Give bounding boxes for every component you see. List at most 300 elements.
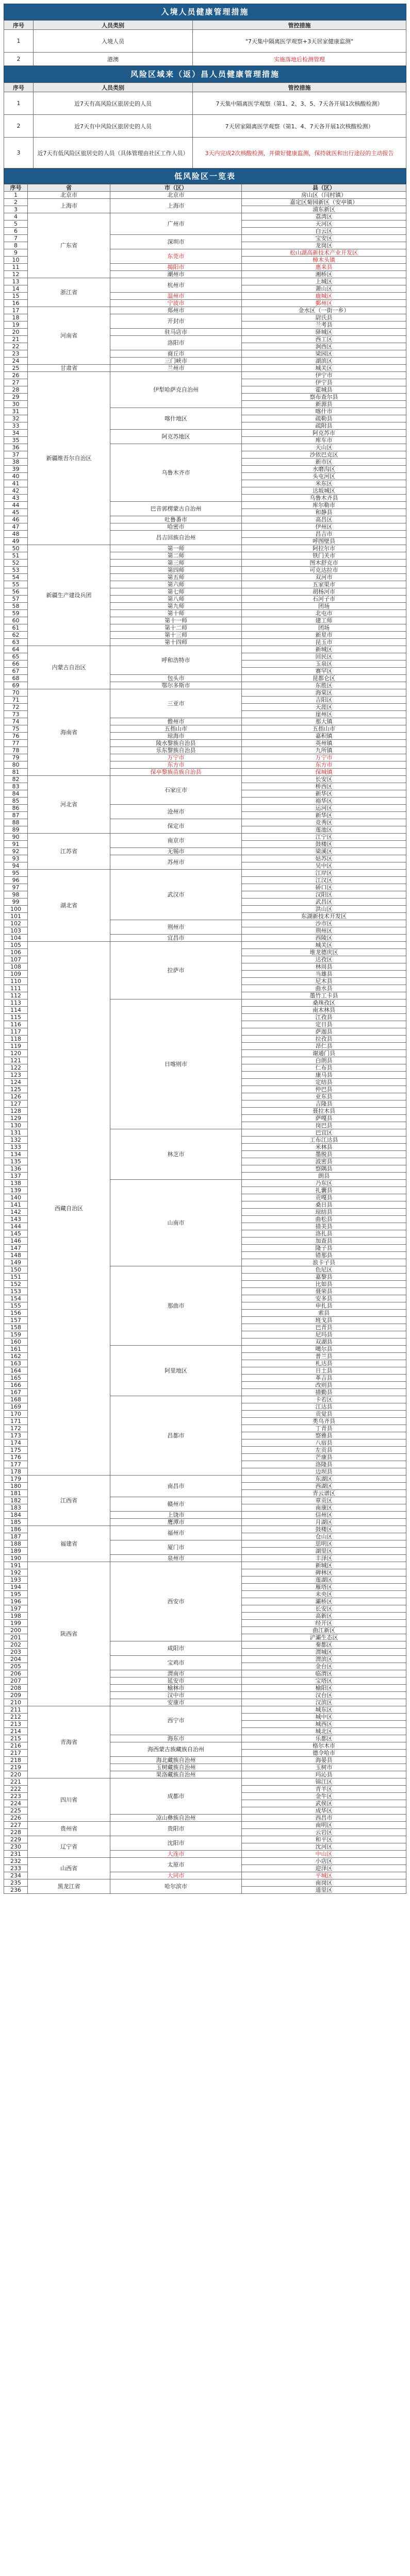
row-number: 18 (4, 314, 28, 321)
row-county: 安多县 (242, 1295, 406, 1302)
row-number: 30 (4, 401, 28, 408)
row-number: 171 (4, 1418, 28, 1425)
row-county: 双河市 (242, 574, 406, 581)
row-county: 莲湖区 (242, 1577, 406, 1584)
row-county: 海晏县 (242, 1757, 406, 1764)
row-number: 95 (4, 870, 28, 877)
row-county: 新市区 (242, 459, 406, 466)
row-county: 霍城县 (242, 386, 406, 394)
row-county: 丰泽区 (242, 1555, 406, 1562)
row-county: 竞秀区 (242, 819, 406, 826)
row-county: 班戈县 (242, 1317, 406, 1324)
row-county: 嘉黎县 (242, 1274, 406, 1281)
row-county: 噶尔县 (242, 1346, 406, 1353)
row-city: 鹰潭市 (110, 1519, 242, 1526)
row-number: 122 (4, 1064, 28, 1072)
row-city: 第三师 (110, 560, 242, 567)
row-county: 江达县 (242, 1403, 406, 1411)
row-county: 鼓楼区 (242, 841, 406, 848)
row-number: 146 (4, 1238, 28, 1245)
row-county: 南木林县 (242, 1007, 406, 1014)
row-city: 深圳市 (110, 235, 242, 249)
row-county: 色尼区 (242, 1266, 406, 1274)
row-county: 武昌区 (242, 899, 406, 906)
row-county: 吉隆县 (242, 1100, 406, 1108)
row-county: 东湖区 (242, 1476, 406, 1483)
row-number: 148 (4, 1252, 28, 1259)
row-number: 52 (4, 560, 28, 567)
row-number: 199 (4, 1620, 28, 1627)
row-county: 仓山区 (242, 1533, 406, 1540)
row-number: 41 (4, 480, 28, 487)
row-county: 天河区 (242, 221, 406, 228)
row-number: 102 (4, 920, 28, 927)
row-number: 114 (4, 1007, 28, 1014)
row-number: 106 (4, 949, 28, 956)
row-county: 宝安区 (242, 235, 406, 242)
row-county: 巴宜区 (242, 1129, 406, 1137)
row-county: 朗县 (242, 1173, 406, 1180)
row-city: 三亚市 (110, 689, 242, 718)
row-city: 昌都市 (110, 1396, 242, 1476)
row-county: 保城镇 (242, 769, 406, 776)
row-number: 76 (4, 733, 28, 740)
row-county: 赛罕区 (242, 668, 406, 675)
row-province: 青海省 (28, 1706, 110, 1778)
row-number: 230 (4, 1843, 28, 1851)
row-number: 233 (4, 1865, 28, 1872)
row-province: 浙江省 (28, 278, 110, 307)
table-row (4, 545, 406, 552)
row-city: 第一师 (110, 545, 242, 552)
row-number: 167 (4, 1389, 28, 1396)
row-province: 甘肃省 (28, 365, 110, 372)
row-province: 上海市 (28, 199, 110, 213)
row-number: 197 (4, 1605, 28, 1613)
row-number: 118 (4, 1036, 28, 1043)
row-number: 150 (4, 1266, 28, 1274)
row-number: 156 (4, 1310, 28, 1317)
row-county: 图木舒克市 (242, 560, 406, 567)
row-county: 荔湾区 (242, 213, 406, 221)
row-county: 水磨沟区 (242, 466, 406, 473)
row-county: 龙岗区 (242, 242, 406, 249)
row-number: 9 (4, 249, 28, 257)
row-number: 25 (4, 365, 28, 372)
row-number: 224 (4, 1800, 28, 1807)
row-number: 56 (4, 588, 28, 596)
row-number: 77 (4, 740, 28, 747)
row-county: 桑珠孜区 (242, 999, 406, 1007)
row-province: 湖北省 (28, 870, 110, 942)
row-province: 黑龙江省 (28, 1879, 110, 1894)
row-county: 谢通门县 (242, 1050, 406, 1057)
table-row (4, 870, 406, 877)
row-county: 萧山区 (242, 285, 406, 293)
row-number: 92 (4, 848, 28, 855)
row-number: 134 (4, 1151, 28, 1158)
row-number: 162 (4, 1353, 28, 1360)
row-number: 181 (4, 1490, 28, 1497)
row-number: 124 (4, 1079, 28, 1086)
row-number: 15 (4, 293, 28, 300)
row-number: 236 (4, 1887, 28, 1894)
row-category: 入境人员 (34, 30, 193, 53)
row-city: 第十一师 (110, 617, 242, 624)
row-city: 东方市 (110, 761, 242, 769)
row-county: 可克达拉市 (242, 567, 406, 574)
row-city: 石家庄市 (110, 776, 242, 805)
row-number: 143 (4, 1216, 28, 1223)
row-county: 乐都区 (242, 1735, 406, 1742)
row-province: 河南省 (28, 307, 110, 365)
row-number: 176 (4, 1454, 28, 1461)
row-number: 209 (4, 1692, 28, 1699)
row-number: 231 (4, 1851, 28, 1858)
row-number: 183 (4, 1504, 28, 1512)
row-county: 喀什市 (242, 408, 406, 415)
row-number: 12 (4, 271, 28, 278)
row-county: 白朗县 (242, 1057, 406, 1064)
row-county: 金牛区 (242, 1793, 406, 1800)
row-city: 第十二师 (110, 624, 242, 632)
row-city: 喀什地区 (110, 408, 242, 430)
row-county: 玛沁县 (242, 1771, 406, 1778)
entry-table (4, 20, 406, 66)
row-county: 西昌市 (242, 1815, 406, 1822)
row-number: 39 (4, 466, 28, 473)
row-city: 万宁市 (110, 754, 242, 761)
entry-header-category: 人员类别 (34, 21, 193, 30)
row-number: 136 (4, 1165, 28, 1173)
row-county: 昆玉市 (242, 639, 406, 646)
row-number: 87 (4, 812, 28, 819)
row-number: 145 (4, 1230, 28, 1238)
row-county: 城中区 (242, 1714, 406, 1721)
row-number: 48 (4, 531, 28, 538)
row-measure: "7天集中隔离医学观察+3天居家健康监测" (193, 30, 406, 53)
table-row (4, 30, 406, 53)
row-number: 109 (4, 971, 28, 978)
row-city: 陵水黎族自治县 (110, 740, 242, 747)
row-city: 厦门市 (110, 1540, 242, 1555)
row-city: 乌鲁木齐市 (110, 444, 242, 502)
row-number: 179 (4, 1476, 28, 1483)
row-city: 宜昌市 (110, 935, 242, 942)
row-county: 英州镇 (242, 740, 406, 747)
row-city: 第二师 (110, 552, 242, 560)
table-row (4, 1562, 406, 1569)
row-number: 31 (4, 408, 28, 415)
row-county: 琼结县 (242, 1209, 406, 1216)
row-county: 城西区 (242, 1721, 406, 1728)
row-measure: 3天内完成2次核酸检测，并做好健康监测，保持就医和出行途径的主动报告 (193, 138, 406, 168)
row-county: 那大镇 (242, 718, 406, 725)
row-number: 38 (4, 459, 28, 466)
row-measure: 7天集中隔离医学观察（第1、2、3、5、7天各开展1次核酸检测） (193, 92, 406, 115)
row-number: 53 (4, 567, 28, 574)
row-county: 浪卡子县 (242, 1259, 406, 1266)
row-number: 133 (4, 1144, 28, 1151)
row-county: 迎泽区 (242, 1865, 406, 1872)
row-county: 萨嘎县 (242, 1115, 406, 1122)
risk-header-measure: 管控措施 (193, 83, 406, 92)
row-number: 170 (4, 1411, 28, 1418)
row-county: 天山区 (242, 444, 406, 451)
row-county: 北屯市 (242, 610, 406, 617)
row-county: 芒康县 (242, 1454, 406, 1461)
row-number: 60 (4, 617, 28, 624)
row-city: 哈密市 (110, 523, 242, 531)
row-county: 聂拉木县 (242, 1108, 406, 1115)
row-county: 吴中区 (242, 862, 406, 870)
row-number: 37 (4, 451, 28, 459)
row-county: 墨竹工卡县 (242, 992, 406, 999)
row-number: 19 (4, 321, 28, 329)
row-county: 新华区 (242, 790, 406, 798)
row-city: 第四师 (110, 567, 242, 574)
row-county: 革吉县 (242, 1375, 406, 1382)
row-number: 83 (4, 783, 28, 790)
row-number: 228 (4, 1829, 28, 1836)
row-county: 南康区 (242, 1504, 406, 1512)
entry-header-no: 序号 (4, 21, 34, 30)
row-number: 94 (4, 862, 28, 870)
table-row (4, 646, 406, 653)
list-header-county: 县（区） (242, 184, 406, 192)
row-county: 米东区 (242, 480, 406, 487)
row-province: 北京市 (28, 192, 110, 199)
row-county: 林周县 (242, 963, 406, 971)
table-row (4, 307, 406, 314)
row-county: 樟木头镇 (242, 257, 406, 264)
row-county: 东方市 (242, 761, 406, 769)
row-number: 62 (4, 632, 28, 639)
row-number: 220 (4, 1771, 28, 1778)
row-number: 85 (4, 798, 28, 805)
row-number: 175 (4, 1447, 28, 1454)
row-county: 裕华区 (242, 798, 406, 805)
row-county: 阿拉尔市 (242, 545, 406, 552)
table-row (4, 689, 406, 697)
row-number: 216 (4, 1742, 28, 1750)
row-number: 113 (4, 999, 28, 1007)
table-row (4, 1778, 406, 1786)
row-county: 武侯区 (242, 1800, 406, 1807)
row-city: 阿里地区 (110, 1346, 242, 1396)
row-county: 扎囊县 (242, 1187, 406, 1194)
row-county: 卡若区 (242, 1396, 406, 1403)
row-county: 加查县 (242, 1238, 406, 1245)
table-row (4, 115, 406, 138)
row-number: 54 (4, 574, 28, 581)
row-county: 中山区 (242, 1851, 406, 1858)
row-county: 申扎县 (242, 1302, 406, 1310)
row-county: 灞桥区 (242, 1598, 406, 1605)
row-number: 214 (4, 1728, 28, 1735)
row-county: 洛扎县 (242, 1230, 406, 1238)
row-city: 第十师 (110, 610, 242, 617)
row-county: 当雄县 (242, 971, 406, 978)
row-county: 汉台区 (242, 1692, 406, 1699)
row-county: 碑林区 (242, 1569, 406, 1577)
row-number: 168 (4, 1396, 28, 1403)
row-county: 改则县 (242, 1382, 406, 1389)
row-number: 159 (4, 1331, 28, 1338)
row-number: 17 (4, 307, 28, 314)
row-number: 154 (4, 1295, 28, 1302)
row-number: 69 (4, 682, 28, 689)
row-city: 苏州市 (110, 855, 242, 870)
row-city: 保定市 (110, 819, 242, 834)
row-city: 延安市 (110, 1677, 242, 1685)
row-number: 178 (4, 1468, 28, 1476)
row-county: 九所镇 (242, 747, 406, 754)
row-number: 98 (4, 891, 28, 899)
row-number: 1 (4, 192, 28, 199)
row-number: 21 (4, 336, 28, 343)
row-city: 伊犁哈萨克自治州 (110, 372, 242, 408)
row-county: 札达县 (242, 1360, 406, 1367)
row-number: 139 (4, 1187, 28, 1194)
row-county: 南岗区 (242, 1879, 406, 1887)
row-county: 团场 (242, 603, 406, 610)
row-county: 亚东县 (242, 1093, 406, 1100)
row-number: 42 (4, 487, 28, 495)
row-county: 渭滨区 (242, 1656, 406, 1663)
row-county: 江岸区 (242, 870, 406, 877)
row-county: 惠来县 (242, 264, 406, 271)
row-county: 城北区 (242, 1728, 406, 1735)
row-number: 215 (4, 1735, 28, 1742)
table-row (4, 199, 406, 206)
row-number: 121 (4, 1057, 28, 1064)
row-city: 大同市 (110, 1872, 242, 1879)
row-city: 拉萨市 (110, 942, 242, 999)
row-city: 开封市 (110, 314, 242, 329)
row-county: 波密县 (242, 1158, 406, 1165)
row-city: 日喀则市 (110, 999, 242, 1129)
row-number: 223 (4, 1793, 28, 1800)
row-county: 高新区 (242, 1613, 406, 1620)
list-header-no: 序号 (4, 184, 28, 192)
row-county: 成华区 (242, 1807, 406, 1815)
row-county: 聂荣县 (242, 1288, 406, 1295)
row-county: 雁塔区 (242, 1584, 406, 1591)
row-county: 运河区 (242, 805, 406, 812)
row-county: 松山湖高新技术产业开发区 (242, 249, 406, 257)
row-number: 10 (4, 257, 28, 264)
row-number: 1 (4, 92, 34, 115)
row-number: 207 (4, 1677, 28, 1685)
row-number: 206 (4, 1670, 28, 1677)
row-county: 姑苏区 (242, 855, 406, 862)
row-number: 71 (4, 697, 28, 704)
row-number: 201 (4, 1634, 28, 1641)
row-county: 阿克苏市 (242, 430, 406, 437)
row-city: 凉山彝族自治州 (110, 1815, 242, 1822)
row-county: 回民区 (242, 653, 406, 660)
row-county: 工布江达县 (242, 1137, 406, 1144)
table-row (4, 1822, 406, 1829)
row-county: 隆子县 (242, 1245, 406, 1252)
row-number: 51 (4, 552, 28, 560)
row-county: 日土县 (242, 1367, 406, 1375)
row-county: 平城区 (242, 1872, 406, 1879)
row-county: 天涯区 (242, 704, 406, 711)
row-city: 果洛藏族自治州 (110, 1771, 242, 1778)
row-number: 4 (4, 213, 28, 221)
row-city: 儋州市 (110, 718, 242, 725)
row-province: 辽宁省 (28, 1836, 110, 1858)
row-county: 尼玛县 (242, 1331, 406, 1338)
row-category: 近7天有中风险区旅居史的人员 (34, 115, 193, 138)
row-number: 132 (4, 1137, 28, 1144)
row-number: 80 (4, 761, 28, 769)
row-county: 金水区（一街一乡） (242, 307, 406, 314)
row-city: 乐东黎族自治县 (110, 747, 242, 754)
row-number: 115 (4, 1014, 28, 1021)
row-number: 3 (4, 138, 34, 168)
row-city: 福州市 (110, 1526, 242, 1540)
table-row (4, 942, 406, 949)
row-county: 普兰县 (242, 1353, 406, 1360)
row-category: 近7天有低风险区旅居史的人员（具体管理由社区工作人员） (34, 138, 193, 168)
row-county: 章贡区 (242, 1497, 406, 1504)
row-number: 187 (4, 1533, 28, 1540)
row-city: 宝鸡市 (110, 1656, 242, 1670)
row-county: 城关区 (242, 942, 406, 949)
row-city: 沧州市 (110, 805, 242, 819)
row-province: 新疆生产建设兵团 (28, 545, 110, 646)
row-county: 东湖新技术开发区 (242, 913, 406, 920)
row-number: 202 (4, 1641, 28, 1649)
row-number: 20 (4, 329, 28, 336)
row-number: 34 (4, 430, 28, 437)
row-number: 198 (4, 1613, 28, 1620)
row-number: 57 (4, 596, 28, 603)
row-county: 东胜区 (242, 682, 406, 689)
row-county: 汉滨区 (242, 1699, 406, 1706)
row-city: 五指山市 (110, 725, 242, 733)
row-county: 定结县 (242, 1079, 406, 1086)
row-city: 保亭黎族苗族自治县 (110, 769, 242, 776)
row-city: 玉树藏族自治州 (110, 1764, 242, 1771)
row-number: 88 (4, 819, 28, 826)
row-number: 130 (4, 1122, 28, 1129)
entry-header-measure: 管控措施 (193, 21, 406, 30)
row-county: 曲江新区 (242, 1627, 406, 1634)
row-county: 八宿县 (242, 1439, 406, 1447)
table-row (4, 1526, 406, 1533)
row-county: 城东区 (242, 1706, 406, 1714)
row-number: 74 (4, 718, 28, 725)
row-county: 新星市 (242, 632, 406, 639)
row-category: 港澳 (34, 53, 193, 66)
row-county: 高昌区 (242, 516, 406, 523)
risk-header-category: 人员类别 (34, 83, 193, 92)
row-number: 117 (4, 1028, 28, 1036)
row-number: 125 (4, 1086, 28, 1093)
table-row (4, 213, 406, 221)
table-row (4, 365, 406, 372)
row-county: 榆阳区 (242, 1685, 406, 1692)
row-number: 27 (4, 379, 28, 386)
row-county: 硚口区 (242, 884, 406, 891)
row-county: 白云区 (242, 228, 406, 235)
row-number: 86 (4, 805, 28, 812)
row-number: 186 (4, 1526, 28, 1533)
